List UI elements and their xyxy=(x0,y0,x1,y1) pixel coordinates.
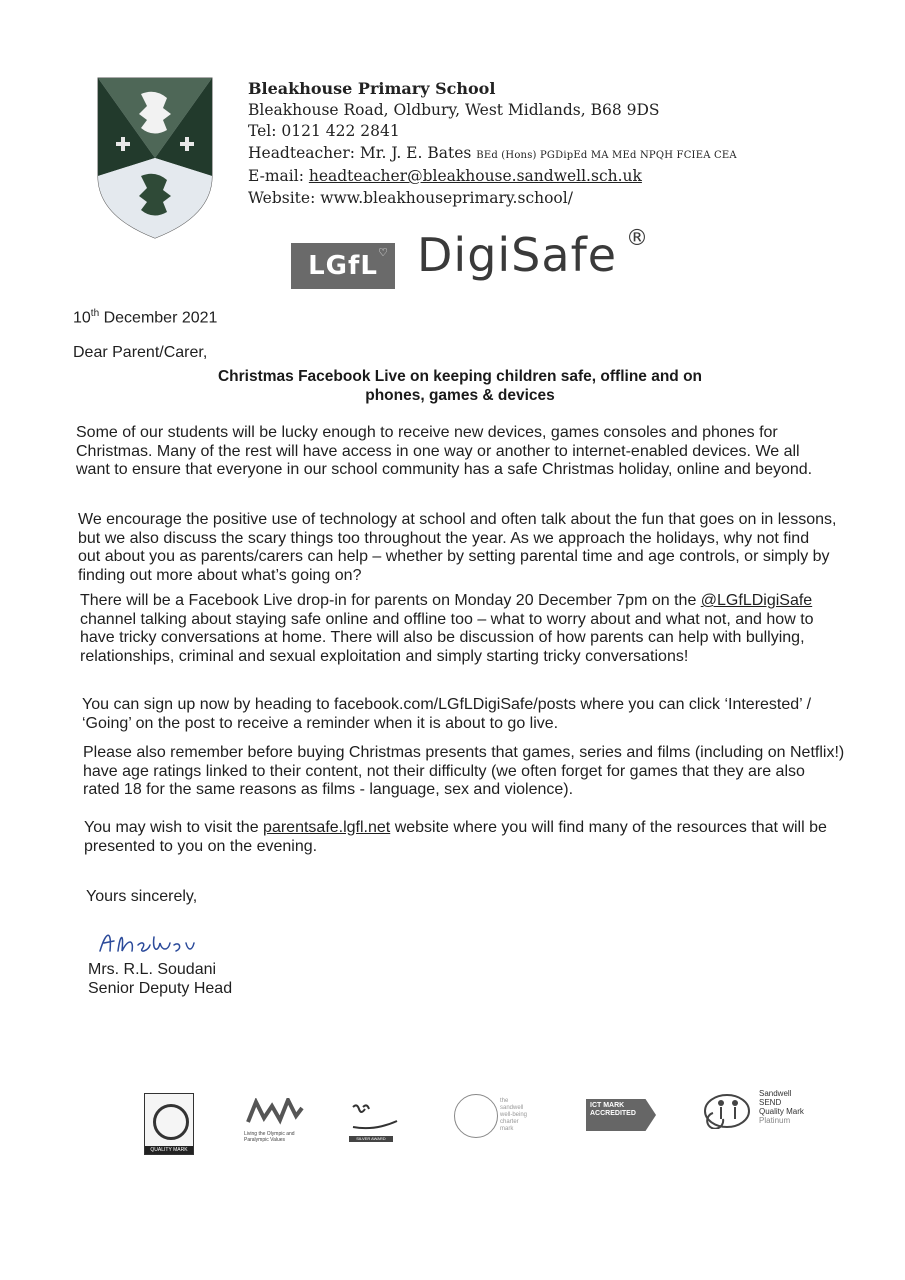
registered-mark: ® xyxy=(626,226,648,251)
heart-icon: ♡ xyxy=(378,246,389,259)
head-icon xyxy=(454,1094,498,1138)
school-name: Bleakhouse Primary School xyxy=(248,79,496,98)
school-address: Bleakhouse Road, Oldbury, West Midlands, B68 9DS xyxy=(248,100,660,119)
paragraph-devices: Some of our students will be lucky enough to receive new devices, games consoles and phones for Christmas. Many of the rest will have access in one way or another to internet-enabled devices. We all want to ensure that everyone in our school community has a safe Christmas holiday, online and beyond. xyxy=(76,424,813,478)
paragraph-age-ratings: Please also remember before buying Christmas presents that games, series and films (including on Netflix!) have age ratings linked to their content, not their difficulty (we often forget for games that they are also rated 18 for the same reasons as films - language, sex and violence). xyxy=(83,744,845,798)
signer-name: Mrs. R.L. Soudani xyxy=(88,961,217,978)
lgfl-digisafe-handle-link[interactable]: @LGfLDigiSafe xyxy=(700,592,813,609)
school-telephone: Tel: 0121 422 2841 xyxy=(248,122,400,140)
parentsafe-link[interactable]: parentsafe.lgfl.net xyxy=(263,819,391,836)
email-line xyxy=(248,166,737,188)
paragraph-technology: We encourage the positive use of technology at school and often talk about the fun that goes on in lessons, but we also discuss the scary things too throughout the year. As we approach the holidays, why not find out about you as parents/carers can help – whether by setting parental time and age controls, or simply by finding out more about what’s going on? xyxy=(78,511,837,584)
salutation: Dear Parent/Carer, xyxy=(73,344,208,361)
ict-mark-label: ICT MARK ACCREDITED xyxy=(590,1102,636,1117)
letter-date: 10th December 2021 xyxy=(73,308,218,327)
digisafe-wordmark: DigiSafe xyxy=(417,228,618,282)
olympic-values-caption: Living the Olympic and Paralympic Values xyxy=(244,1131,295,1143)
wellbeing-charter-logo xyxy=(454,1092,530,1142)
science-mark-logo xyxy=(349,1101,401,1143)
school-letterhead xyxy=(248,78,737,209)
lgfl-logo-text: LGfL xyxy=(308,251,378,281)
school-crest-logo xyxy=(96,76,214,240)
ict-mark-logo xyxy=(586,1099,668,1131)
quality-mark-label: QUALITY MARK xyxy=(145,1146,193,1154)
headteacher-qualifications: BEd (Hons) PGDipEd MA MEd NPQH FCIEA CEA xyxy=(476,149,737,161)
email-link[interactable]: headteacher@bleakhouse.sandwell.sch.uk xyxy=(308,167,642,185)
science-mark-icon xyxy=(349,1101,401,1131)
letter-title: Christmas Facebook Live on keeping children safe, offline and on phones, games & devices xyxy=(217,368,703,404)
handwritten-signature xyxy=(96,925,206,959)
website-line: Website: www.bleakhouseprimary.school/ xyxy=(248,188,573,207)
send-caption: Sandwell SEND Quality Mark Platinum xyxy=(759,1089,804,1125)
headteacher-line xyxy=(248,143,737,167)
closing: Yours sincerely, xyxy=(86,888,198,905)
silver-award-label: SILVER AWARD xyxy=(349,1136,393,1142)
paragraph-sign-up: You can sign up now by heading to facebook.com/LGfLDigiSafe/posts where you can click ‘Interested’ / ‘Going’ on the post to receive a reminder when it is about to go live. xyxy=(82,696,812,732)
headteacher-name: Headteacher: Mr. J. E. Bates xyxy=(248,143,472,162)
paragraph-facebook-live: There will be a Facebook Live drop-in for parents on Monday 20 December 7pm on the @LGfLDigiSafe channel talking about staying safe online and offline too – what to worry about and what not, and how to have tricky conversations at home. There will also be discussion of how parents can help with bullying, relationships, criminal and sexual exploitation and simply starting tricky conversations! xyxy=(80,592,814,665)
olympic-values-logo xyxy=(244,1098,310,1148)
wellbeing-caption: the sandwell well-being charter mark xyxy=(500,1098,528,1132)
people-icon xyxy=(703,1093,753,1129)
sandwell-send-logo xyxy=(703,1089,823,1135)
signer-title: Senior Deputy Head xyxy=(88,980,233,997)
lgfl-logo xyxy=(291,243,395,289)
q-icon xyxy=(153,1104,189,1140)
quality-mark-logo xyxy=(144,1093,194,1155)
paragraph-parentsafe: You may wish to visit the parentsafe.lgfl.net website where you will find many of the resources that will be presented to you on the evening. xyxy=(84,819,827,855)
london-2012-icon xyxy=(244,1098,304,1126)
email-label: E-mail: xyxy=(248,167,304,185)
